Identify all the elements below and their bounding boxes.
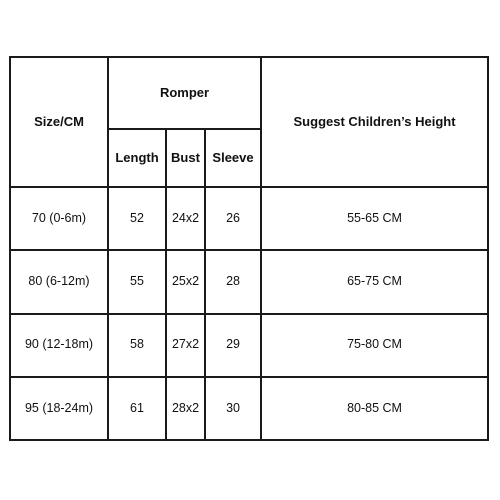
bust-cell: 28x2 [166,377,205,440]
height-cell: 55-65 CM [261,187,488,250]
sleeve-cell: 28 [205,250,261,313]
bust-cell: 27x2 [166,314,205,377]
table-row [10,377,488,440]
height-cell: 80-85 CM [261,377,488,440]
size-cell: 80 (6-12m) [10,250,108,313]
bust-column-header: Bust [166,129,205,187]
table-row [10,187,488,250]
bust-cell: 25x2 [166,250,205,313]
sleeve-cell: 29 [205,314,261,377]
length-cell: 61 [108,377,166,440]
header-row-top [10,57,488,129]
sleeve-cell: 30 [205,377,261,440]
bust-cell: 24x2 [166,187,205,250]
length-cell: 55 [108,250,166,313]
size-chart-table [9,56,489,441]
size-cell: 90 (12-18m) [10,314,108,377]
sleeve-column-header: Sleeve [205,129,261,187]
height-column-header: Suggest Children’s Height [261,57,488,187]
length-cell: 58 [108,314,166,377]
height-cell: 65-75 CM [261,250,488,313]
table-row [10,250,488,313]
length-cell: 52 [108,187,166,250]
sleeve-cell: 26 [205,187,261,250]
height-cell: 75-80 CM [261,314,488,377]
length-column-header: Length [108,129,166,187]
table-row [10,314,488,377]
size-cell: 95 (18-24m) [10,377,108,440]
size-cell: 70 (0-6m) [10,187,108,250]
size-column-header: Size/CM [10,57,108,187]
romper-group-header: Romper [108,57,261,129]
